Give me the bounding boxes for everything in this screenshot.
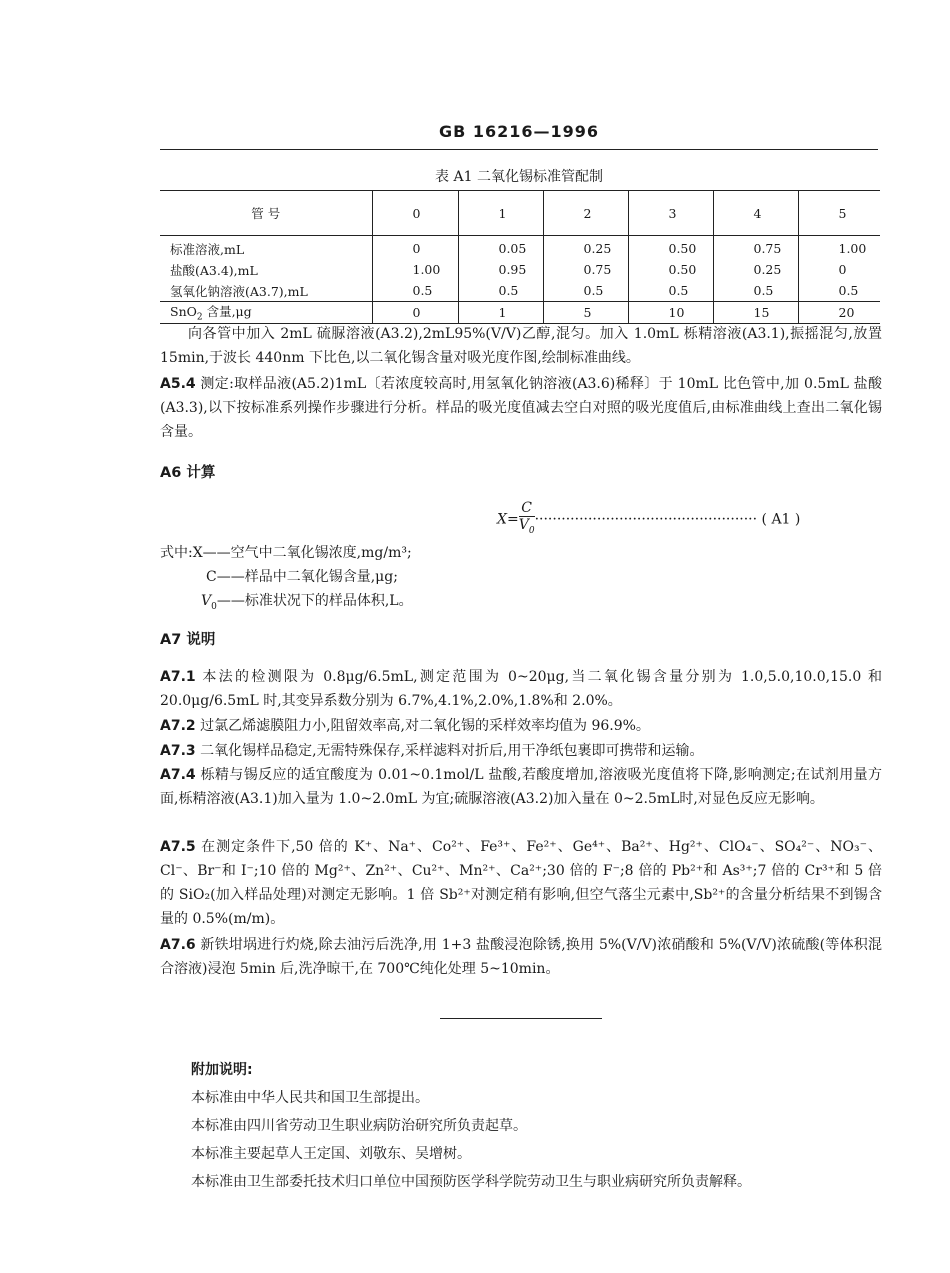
note-line: 本标准由四川省劳动卫生职业病防治研究所负责起草。	[191, 1118, 527, 1134]
section-heading-a7: A7 说明	[160, 632, 216, 648]
clause-label: A7.6	[160, 937, 196, 953]
tube-number: 2	[543, 191, 628, 236]
table-cell: 1.00	[798, 236, 880, 260]
clause-a7-5	[160, 835, 882, 931]
clause-text: 新铁坩埚进行灼烧,除去油污后洗净,用 1+3 盐酸浸泡除锈,换用 5%(V/V)浓硝酸和 5%(V/V)浓硫酸(等体积混合溶液)浸泡 5min 后,洗净晾干,在 700℃纯化处理 5~10min。	[160, 937, 882, 977]
clause-a7-4	[160, 763, 882, 811]
table-caption: 表 A1 二氧化锡标准管配制	[435, 169, 603, 185]
end-rule	[440, 1018, 602, 1019]
table-row	[160, 236, 880, 260]
clause-a7-6	[160, 933, 882, 981]
note-line: 本标准主要起草人王定国、刘敬东、吴增树。	[191, 1146, 471, 1162]
formula-leader-dots: ··················································	[534, 511, 758, 528]
standard-number-header: GB 16216—1996	[438, 122, 600, 141]
clause-text: 本法的检测限为 0.8μg/6.5mL,测定范围为 0~20μg,当二氧化锡含量分别为 1.0,5.0,10.0,15.0 和 20.0μg/6.5mL 时,其变异系数分别为 6.7%,4.1%,2.0%,1.8%和 2.0%。	[160, 669, 882, 709]
table-cell: 0.25	[543, 236, 628, 260]
table-cell: 1.00	[372, 259, 458, 280]
clause-text: 栎精与锡反应的适宜酸度为 0.01~0.1mol/L 盐酸,若酸度增加,溶液吸光度值将下降,影响测定;在试剂用量方面,栎精溶液(A3.1)加入量为 1.0~2.0mL 为宜;硫脲溶液(A3.2)加入量在 0~2.5mL时,对显色反应无影响。	[160, 767, 883, 807]
header-rule	[160, 149, 878, 150]
where-c: C——样品中二氧化锡含量,μg;	[206, 569, 398, 585]
clause-text: 测定:取样品液(A5.2)1mL〔若浓度较高时,用氢氧化钠溶液(A3.6)稀释〕于 10mL 比色管中,加 0.5mL 盐酸(A3.3),以下按标准系列操作步骤进行分析。样品的吸光度值减去空白对照的吸光度值后,由标准曲线上查出二氧化锡含量。	[160, 376, 882, 440]
formula-denominator: $V_0$	[518, 517, 535, 536]
row-label-sno2: SnO$_2$ 含量,μg	[160, 302, 372, 324]
clause-label: A7.1	[160, 669, 196, 685]
table-cell: 0.5	[543, 280, 628, 302]
clause-text: 二氧化锡样品稳定,无需特殊保存,采样滤料对折后,用干净纸包裹即可携带和运输。	[200, 743, 704, 759]
section-a5-4	[160, 372, 882, 444]
clause-label: A7.4	[160, 767, 196, 783]
tube-number: 4	[713, 191, 798, 236]
table-cell: 0	[798, 259, 880, 280]
table-cell: 0.5	[372, 280, 458, 302]
table-row-sno2	[160, 302, 880, 324]
table-cell: 10	[628, 302, 713, 324]
table-cell: 0.5	[713, 280, 798, 302]
clause-label: A5.4	[160, 376, 196, 392]
procedure-paragraph: 向各管中加入 2mL 硫脲溶液(A3.2),2mL95%(V/V)乙醇,混匀。加入 1.0mL 栎精溶液(A3.1),振摇混匀,放置 15min,于波长 440nm 下比色,以二氧化锡含量对吸光度作图,绘制标准曲线。	[160, 326, 882, 366]
where-x	[160, 540, 412, 566]
formula-lhs: X=	[497, 511, 519, 528]
section-heading-a6: A6 计算	[160, 465, 216, 481]
clause-text: 过氯乙烯滤膜阻力小,阻留效率高,对二氧化锡的采样效率均值为 96.9%。	[200, 718, 650, 734]
table-cell: 15	[713, 302, 798, 324]
table-cell: 0.50	[628, 236, 713, 260]
where-intro: 式中:	[160, 545, 193, 561]
table-cell: 0	[372, 236, 458, 260]
table-cell: 0.05	[458, 236, 543, 260]
table-cell: 0.50	[628, 259, 713, 280]
tube-number: 3	[628, 191, 713, 236]
row-label: 氢氧化钠溶液(A3.7),mL	[170, 283, 308, 299]
table-cell: 0.5	[798, 280, 880, 302]
tube-number: 0	[372, 191, 458, 236]
table-cell: 0.95	[458, 259, 543, 280]
tube-number: 5	[798, 191, 880, 236]
table-cell: 5	[543, 302, 628, 324]
table-cell: 0.75	[543, 259, 628, 280]
table-cell: 0.5	[628, 280, 713, 302]
table-cell: 0.75	[713, 236, 798, 260]
formula-numerator: C	[519, 500, 535, 517]
table-cell: 1	[458, 302, 543, 324]
clause-text: 在测定条件下,50 倍的 K⁺、Na⁺、Co²⁺、Fe³⁺、Fe²⁺、Ge⁴⁺、Ba²⁺、Hg²⁺、ClO₄⁻、SO₄²⁻、NO₃⁻、Cl⁻、Br⁻和 I⁻;10 倍的 Mg²⁺、Zn²⁺、Cu²⁺、Mn²⁺、Ca²⁺;30 倍的 F⁻;8 倍的 Pb²⁺和 As³⁺;7 倍的 Cr³⁺和 5 倍的 SiO₂(加入样品处理)对测定无影响。1 倍 Sb²⁺对测定稍有影响,但空气落尘元素中,Sb²⁺的含量分析结果不到锡含量的 0.5%(m/m)。	[160, 839, 882, 927]
tube-number: 1	[458, 191, 543, 236]
clause-label: A7.3	[160, 743, 196, 759]
tube-number-header: 管 号	[160, 191, 372, 236]
clause-a7-3	[160, 739, 882, 763]
table-row	[160, 259, 880, 280]
formula-a1	[497, 500, 800, 539]
where-x-def: X——空气中二氧化锡浓度,mg/m³;	[192, 545, 412, 561]
row-label: 盐酸(A3.4),mL	[170, 262, 258, 278]
note-line: 本标准由卫生部委托技术归口单位中国预防医学科学院劳动卫生与职业病研究所负责解释。	[191, 1174, 751, 1190]
table-header-row	[160, 191, 880, 236]
table-cell: 0	[372, 302, 458, 324]
notes-title: 附加说明:	[191, 1062, 253, 1078]
row-label: 标准溶液,mL	[170, 241, 245, 257]
formula-fraction	[519, 500, 535, 539]
clause-a7-1	[160, 665, 882, 713]
table-cell: 0.25	[713, 259, 798, 280]
table-cell: 0.5	[458, 280, 543, 302]
formula-number: ( A1 )	[761, 511, 801, 528]
clause-a7-2	[160, 714, 882, 738]
table-row	[160, 280, 880, 302]
note-line: 本标准由中华人民共和国卫生部提出。	[191, 1090, 429, 1106]
standard-tube-table	[160, 190, 880, 324]
where-v0: $V_0——$标准状况下的样品体积,L。	[201, 593, 413, 612]
clause-label: A7.2	[160, 718, 196, 734]
clause-label: A7.5	[160, 839, 196, 855]
table-cell: 20	[798, 302, 880, 324]
